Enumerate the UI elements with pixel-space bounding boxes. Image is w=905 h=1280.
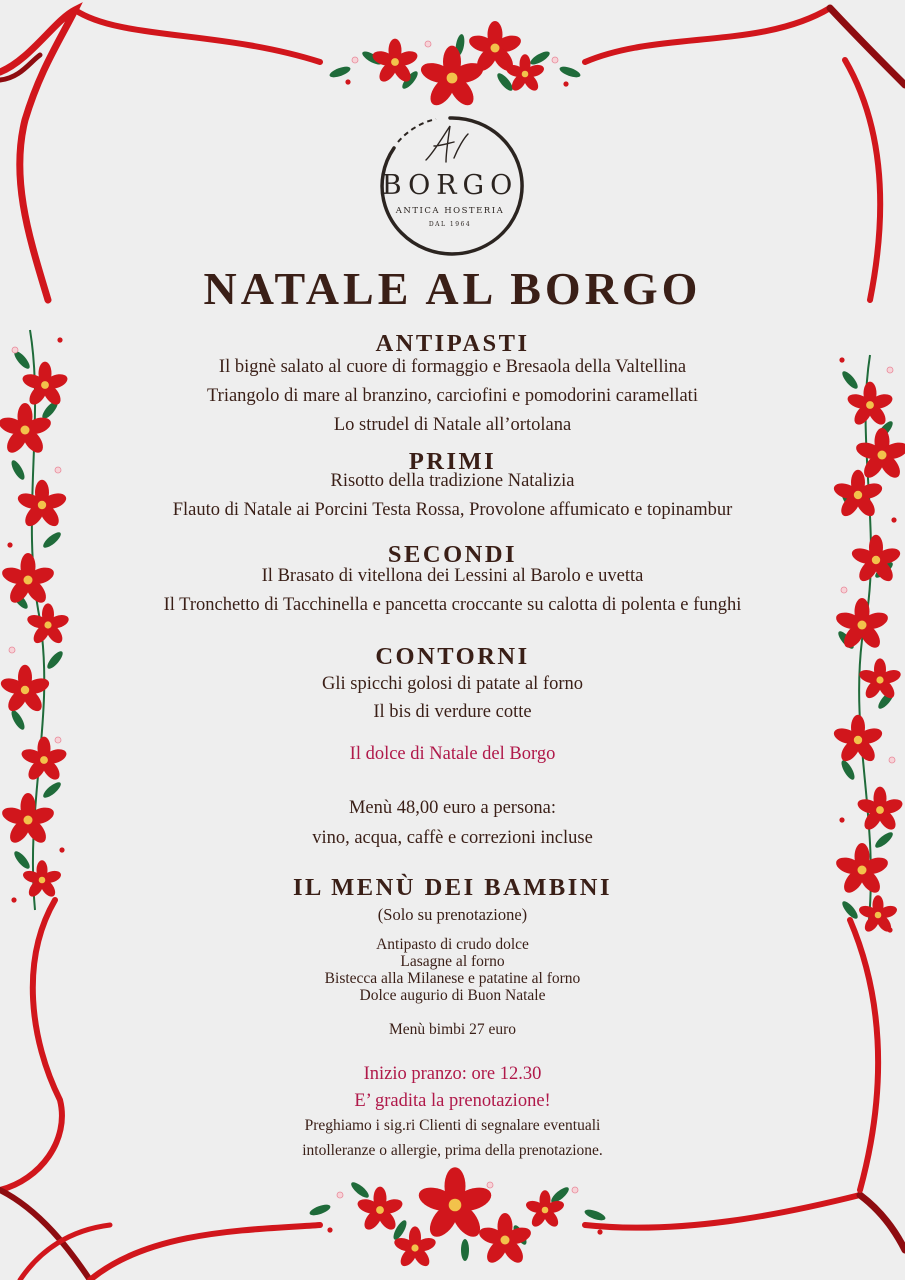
menu-item: Risotto della tradizione Natalizia [330,471,575,491]
allergy-note-line1: Preghiamo i sig.ri Clienti di segnalare eventuali [304,1117,601,1134]
menu-item: Il bignè salato al cuore di formaggio e Bresaola della Valtellina [218,357,687,377]
section-heading-secondi: SECONDI [387,541,518,568]
logo-subtitle: ANTICA HOSTERIA [395,206,505,216]
booking-note: E’ gradita la prenotazione! [354,1091,551,1111]
logo-name: BORGO [381,170,519,201]
kids-menu-price: Menù bimbi 27 euro [389,1021,516,1038]
restaurant-logo [374,112,526,258]
kids-menu-note: (Solo su prenotazione) [377,905,528,924]
menu-price-includes: vino, acqua, caffè e correzioni incluse [312,828,593,848]
menu-item: Flauto di Natale ai Porcini Testa Rossa, Provolone affumicato e topinambur [172,500,733,520]
page-title: NATALE AL BORGO [203,263,702,314]
menu-item: Il Brasato di vitellona dei Lessini al Barolo e uvetta [261,566,644,586]
section-heading-kids: IL MENÙ DEI BAMBINI [292,874,613,901]
garland-top-icon [328,21,581,110]
section-heading-primi: PRIMI [408,448,497,475]
garland-bottom-icon [308,1167,606,1269]
menu-item: Il Tronchetto di Tacchinella e pancetta croccante su calotta di polenta e funghi [163,595,742,615]
section-heading-contorni: CONTORNI [375,643,530,670]
allergy-note-line2: intolleranze o allergie, prima della prenotazione. [302,1142,603,1159]
kids-menu-item: Antipasto di crudo dolce [376,936,529,953]
menu-price: Menù 48,00 euro a persona: [348,798,557,818]
section-heading-antipasti: ANTIPASTI [375,330,530,357]
menu-item: Triangolo di mare al branzino, carciofini e pomodorini caramellati [207,386,698,406]
kids-menu-item: Lasagne al forno [400,953,505,970]
lunch-start: Inizio pranzo: ore 12.30 [363,1064,542,1084]
menu-item: Gli spicchi golosi di patate al forno [322,674,583,694]
dessert-item: Il dolce di Natale del Borgo [349,744,556,764]
logo-since: DAL 1964 [428,221,472,228]
kids-menu-item: Bistecca alla Milanese e patatine al forno [324,970,581,987]
kids-menu-item: Dolce augurio di Buon Natale [359,987,546,1004]
menu-item: Lo strudel di Natale all’ortolana [333,415,572,435]
menu-item: Il bis di verdure cotte [373,702,532,722]
